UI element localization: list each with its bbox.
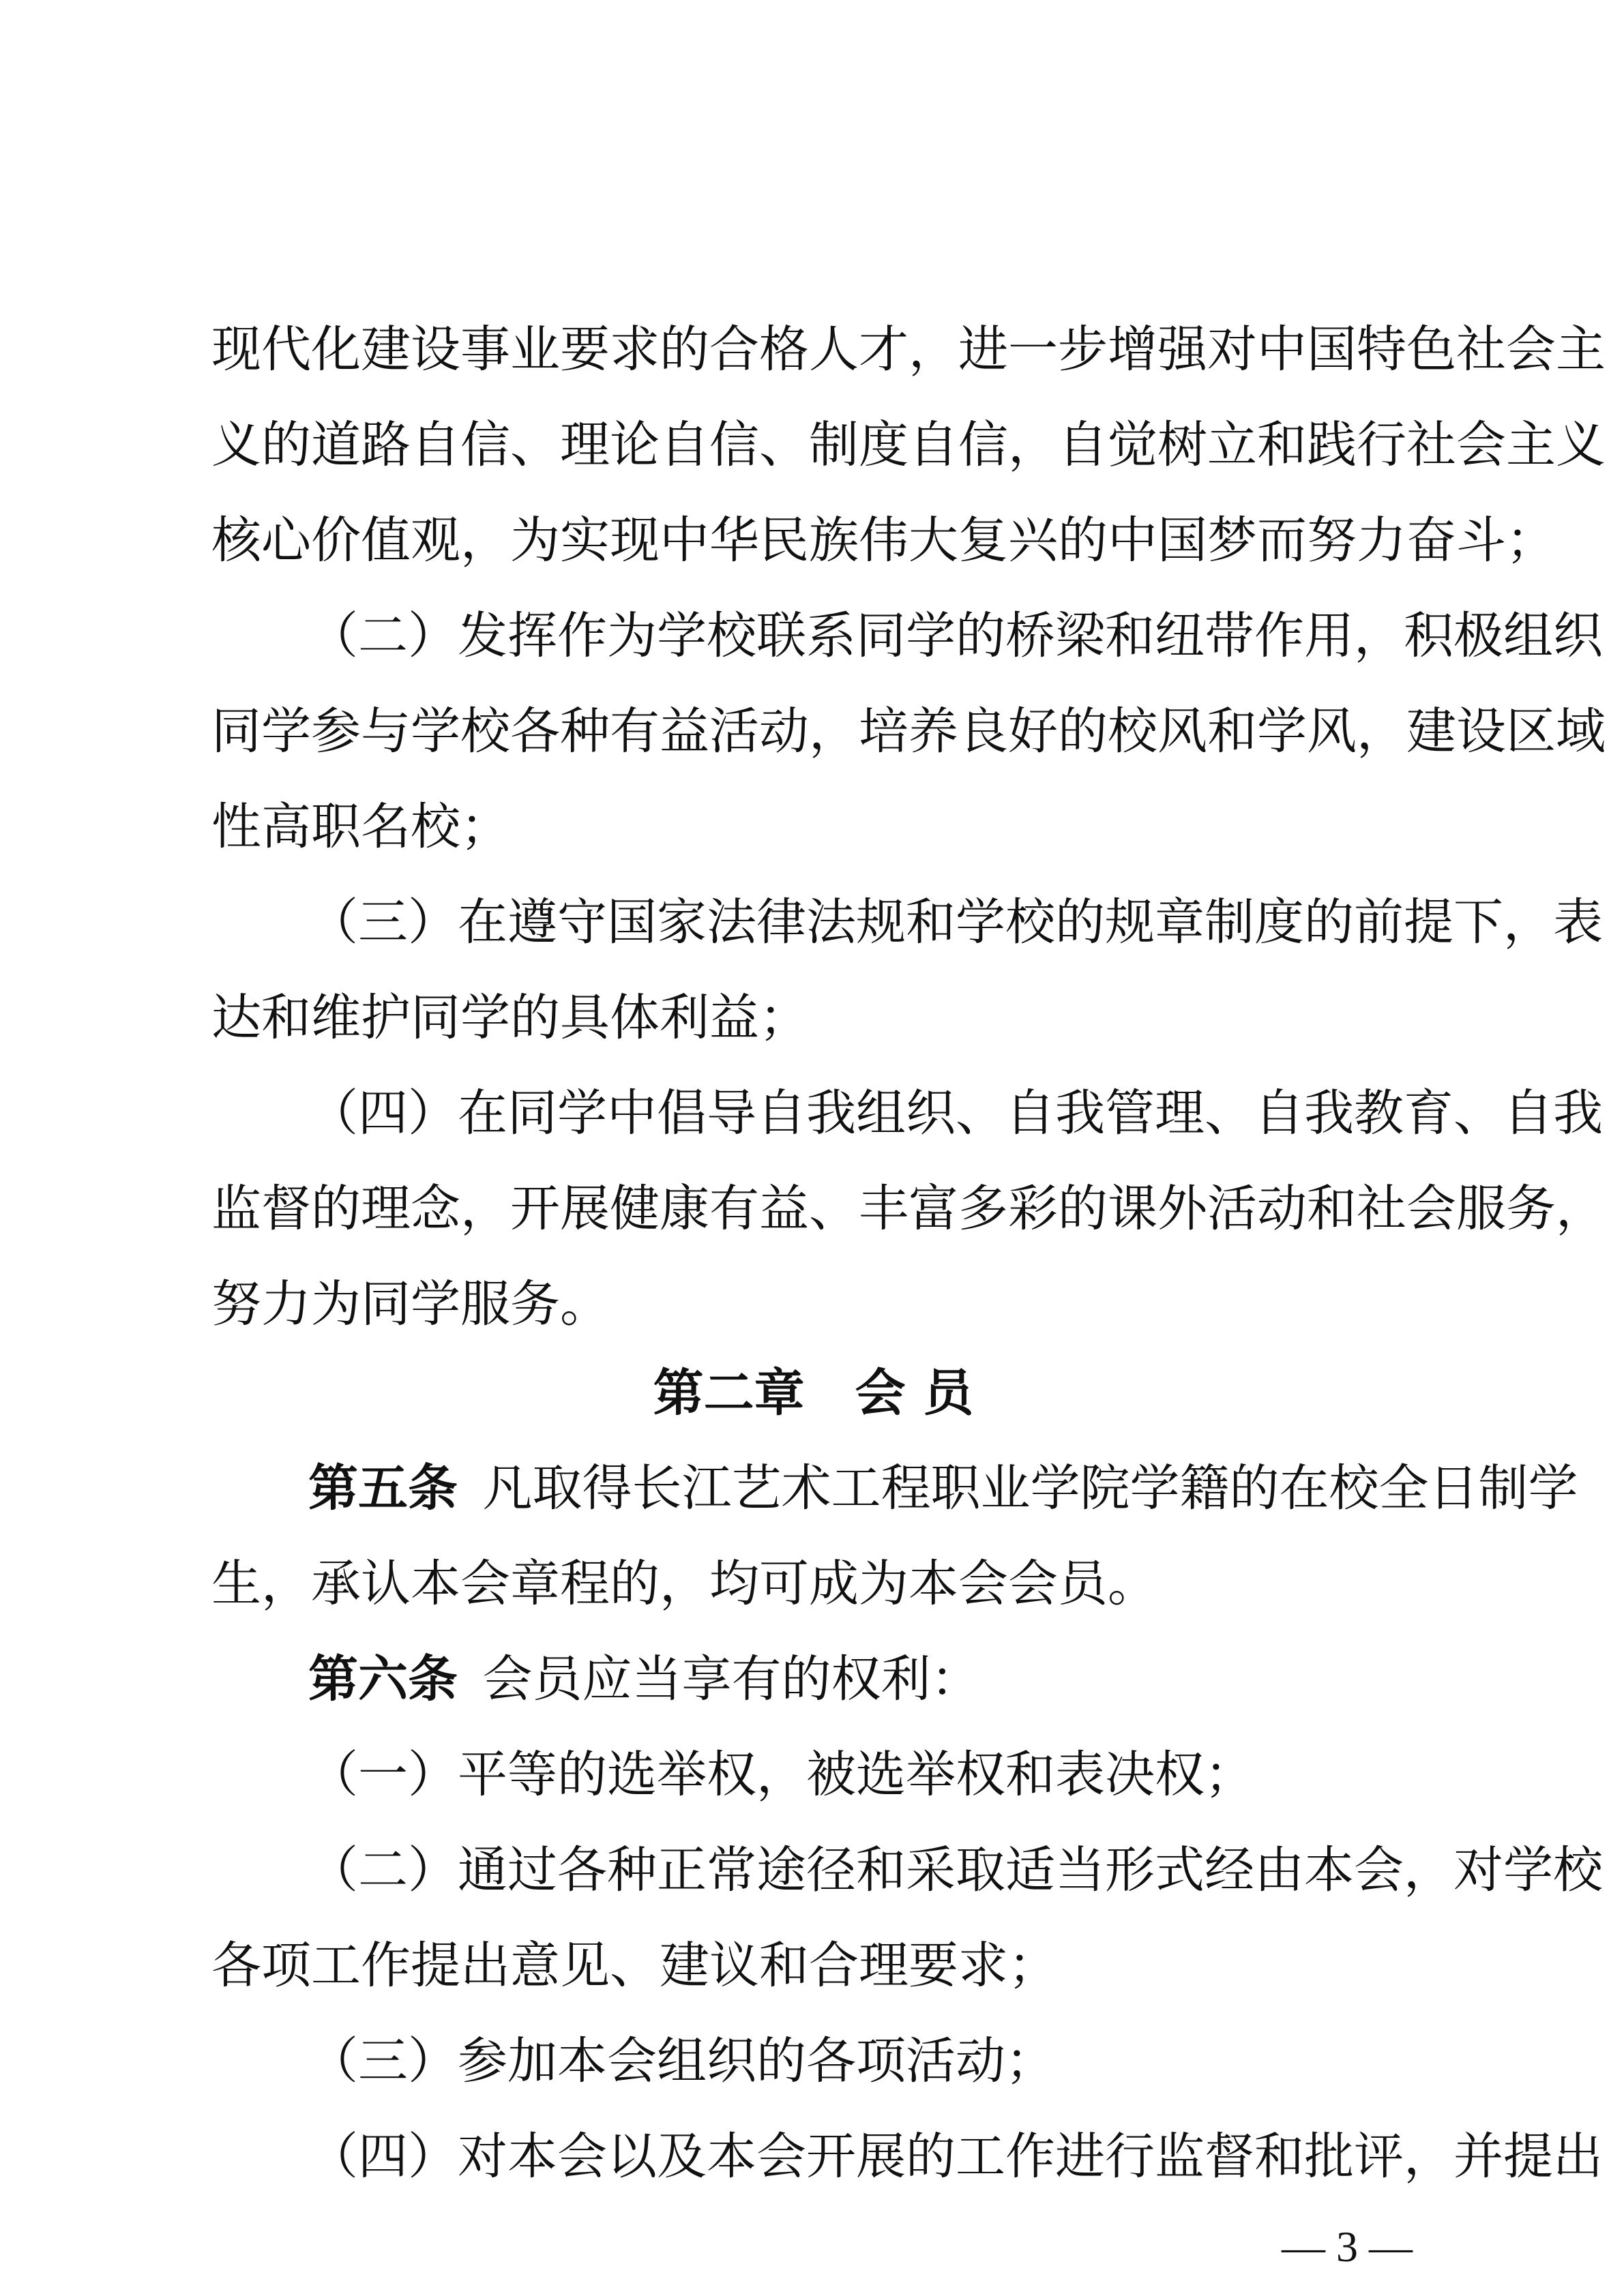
chapter-heading: 第二章 会 员	[653, 1364, 974, 1422]
article-5-label: 第五条	[308, 1459, 458, 1517]
article-5-text: 凡取得长江艺术工程职业学院学籍的在校全日制学	[482, 1459, 1578, 1517]
list-item: （一）平等的选举权，被选举权和表决权；	[308, 1746, 1254, 1804]
body-text-line: 监督的理念，开展健康有益、丰富多彩的课外活动和社会服务，	[211, 1180, 1606, 1238]
body-text-line: 现代化建设事业要求的合格人才，进一步增强对中国特色社会主	[211, 320, 1606, 378]
body-text-line: 性高职名校；	[211, 798, 510, 856]
article-6-line	[308, 1645, 1415, 1714]
article-5-line	[308, 1455, 1578, 1523]
list-item: （三）参加本会组织的各项活动；	[308, 2032, 1055, 2090]
article-6-label: 第六条	[308, 1650, 458, 1708]
body-text-line: （三）在遵守国家法律法规和学校的规章制度的前提下，表	[308, 893, 1603, 951]
list-item: （二）通过各种正常途径和采取适当形式经由本会，对学校	[308, 1841, 1603, 1899]
body-text-line: （四）在同学中倡导自我组织、自我管理、自我教育、自我	[308, 1084, 1603, 1142]
body-text-line: 努力为同学服务。	[211, 1275, 610, 1333]
body-text-line: 核心价值观，为实现中华民族伟大复兴的中国梦而努力奋斗；	[211, 511, 1556, 569]
body-text-line: 生，承认本会章程的，均可成为本会会员。	[211, 1555, 1157, 1613]
list-item-continuation: 各项工作提出意见、建议和合理要求；	[211, 1937, 1058, 1995]
article-6-text: 会员应当享有的权利：	[482, 1650, 981, 1708]
body-text-line: 同学参与学校各种有益活动，培养良好的校风和学风，建设区域	[211, 702, 1606, 760]
page-number: — 3 —	[1282, 2222, 1413, 2271]
body-text-line: 达和维护同学的具体利益；	[211, 989, 809, 1047]
body-text-line: （二）发挥作为学校联系同学的桥梁和纽带作用，积极组织	[308, 607, 1603, 665]
body-text-line: 义的道路自信、理论自信、制度自信，自觉树立和践行社会主义	[211, 416, 1606, 474]
list-item: （四）对本会以及本会开展的工作进行监督和批评，并提出	[308, 2128, 1603, 2186]
